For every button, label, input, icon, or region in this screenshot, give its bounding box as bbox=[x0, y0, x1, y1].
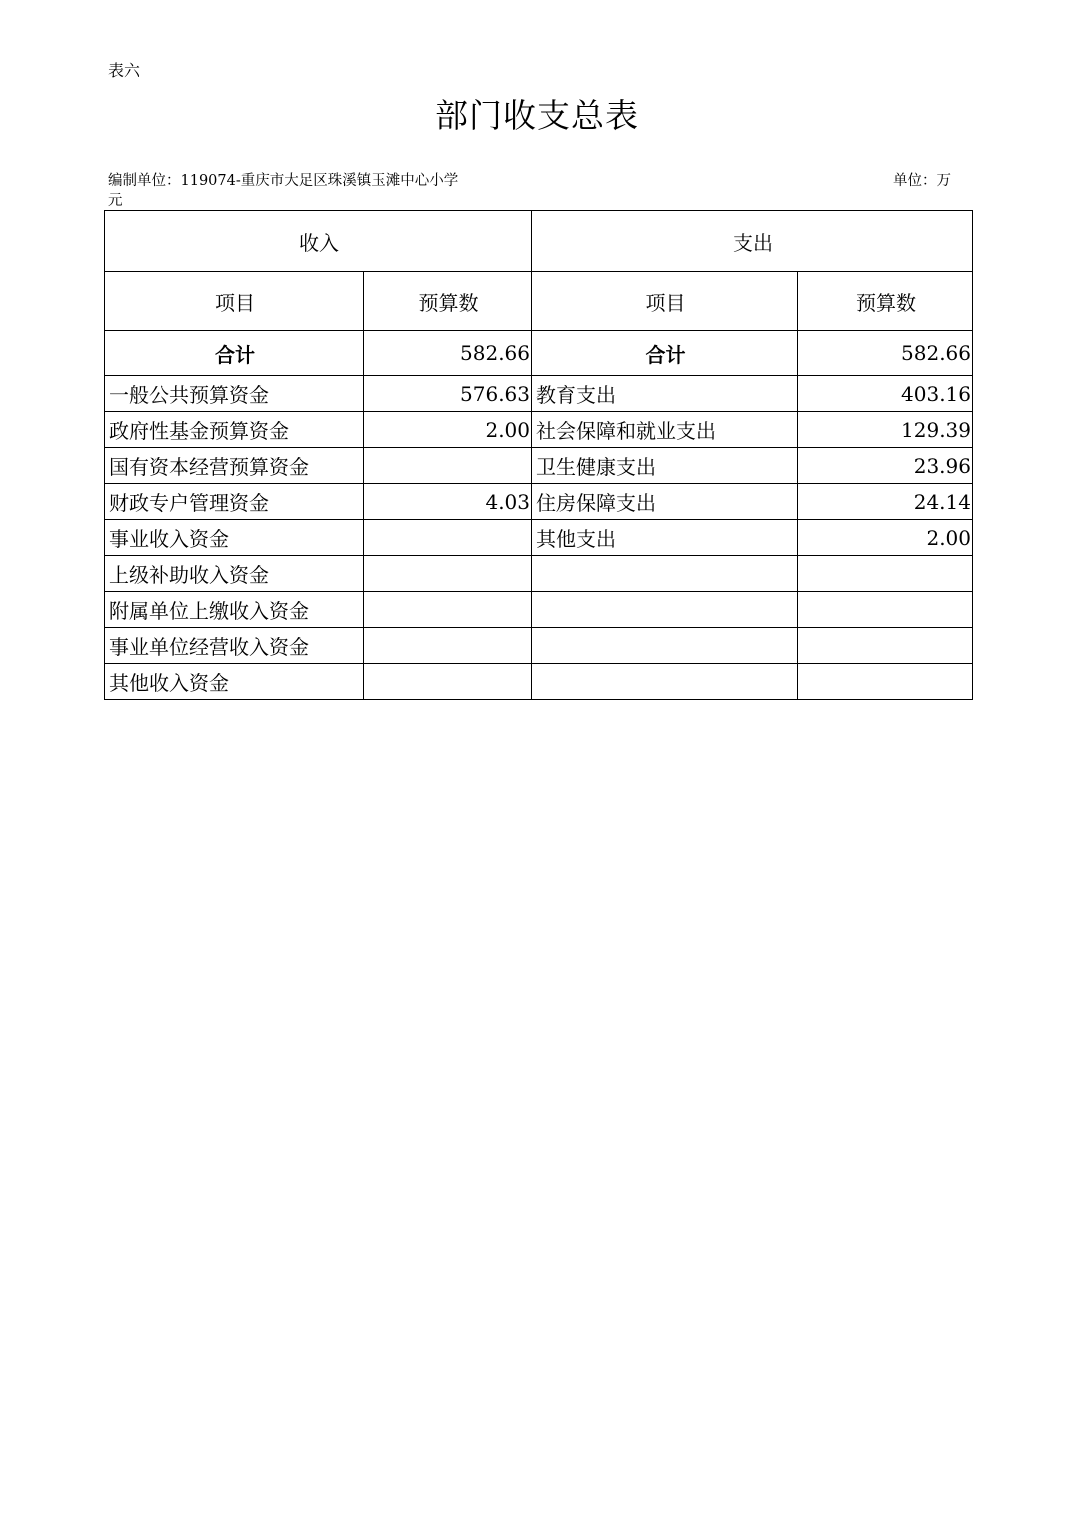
income-item: 事业收入资金 bbox=[105, 520, 364, 556]
expense-item bbox=[532, 556, 798, 592]
income-total-value: 582.66 bbox=[364, 331, 532, 376]
expense-item bbox=[532, 592, 798, 628]
expense-item bbox=[532, 664, 798, 700]
expense-item bbox=[532, 628, 798, 664]
income-total-label: 合计 bbox=[105, 331, 364, 376]
table-row bbox=[105, 556, 973, 592]
expense-value: 23.96 bbox=[798, 448, 973, 484]
income-value bbox=[364, 592, 532, 628]
expense-item: 教育支出 bbox=[532, 376, 798, 412]
income-value bbox=[364, 664, 532, 700]
expense-value bbox=[798, 556, 973, 592]
table-row bbox=[105, 484, 973, 520]
income-item: 其他收入资金 bbox=[105, 664, 364, 700]
table-row bbox=[105, 448, 973, 484]
section-header-row bbox=[105, 211, 973, 272]
income-item: 事业单位经营收入资金 bbox=[105, 628, 364, 664]
income-item: 一般公共预算资金 bbox=[105, 376, 364, 412]
expense-header: 支出 bbox=[532, 211, 973, 272]
expense-value bbox=[798, 628, 973, 664]
income-value bbox=[364, 628, 532, 664]
expense-value: 2.00 bbox=[798, 520, 973, 556]
income-value: 4.03 bbox=[364, 484, 532, 520]
expense-budget-header: 预算数 bbox=[798, 272, 973, 331]
expense-value: 403.16 bbox=[798, 376, 973, 412]
expense-item: 其他支出 bbox=[532, 520, 798, 556]
income-item: 上级补助收入资金 bbox=[105, 556, 364, 592]
income-item: 政府性基金预算资金 bbox=[105, 412, 364, 448]
table-row bbox=[105, 628, 973, 664]
expense-item: 卫生健康支出 bbox=[532, 448, 798, 484]
income-budget-header: 预算数 bbox=[364, 272, 532, 331]
expense-value bbox=[798, 592, 973, 628]
expense-item: 社会保障和就业支出 bbox=[532, 412, 798, 448]
income-value bbox=[364, 556, 532, 592]
income-value bbox=[364, 448, 532, 484]
unit-label: 单位：万 bbox=[893, 173, 951, 189]
unit-label-wrap: 元 bbox=[108, 193, 123, 209]
expense-item: 住房保障支出 bbox=[532, 484, 798, 520]
income-item: 附属单位上缴收入资金 bbox=[105, 592, 364, 628]
table-row bbox=[105, 412, 973, 448]
column-header-row bbox=[105, 272, 973, 331]
expense-value: 129.39 bbox=[798, 412, 973, 448]
expense-item-header: 项目 bbox=[532, 272, 798, 331]
table-row bbox=[105, 592, 973, 628]
income-value bbox=[364, 520, 532, 556]
expense-total-label: 合计 bbox=[532, 331, 798, 376]
total-row bbox=[105, 331, 973, 376]
table-row bbox=[105, 376, 973, 412]
income-item-header: 项目 bbox=[105, 272, 364, 331]
expense-value bbox=[798, 664, 973, 700]
income-value: 2.00 bbox=[364, 412, 532, 448]
income-header: 收入 bbox=[105, 211, 532, 272]
expense-value: 24.14 bbox=[798, 484, 973, 520]
income-value: 576.63 bbox=[364, 376, 532, 412]
income-item: 财政专户管理资金 bbox=[105, 484, 364, 520]
compiling-unit: 编制单位：119074-重庆市大足区珠溪镇玉滩中心小学 bbox=[108, 173, 459, 189]
budget-summary-table bbox=[104, 210, 973, 700]
expense-total-value: 582.66 bbox=[798, 331, 973, 376]
table-number: 表六 bbox=[108, 61, 141, 80]
page-title: 部门收支总表 bbox=[435, 96, 639, 135]
income-item: 国有资本经营预算资金 bbox=[105, 448, 364, 484]
table-row bbox=[105, 520, 973, 556]
table-row bbox=[105, 664, 973, 700]
